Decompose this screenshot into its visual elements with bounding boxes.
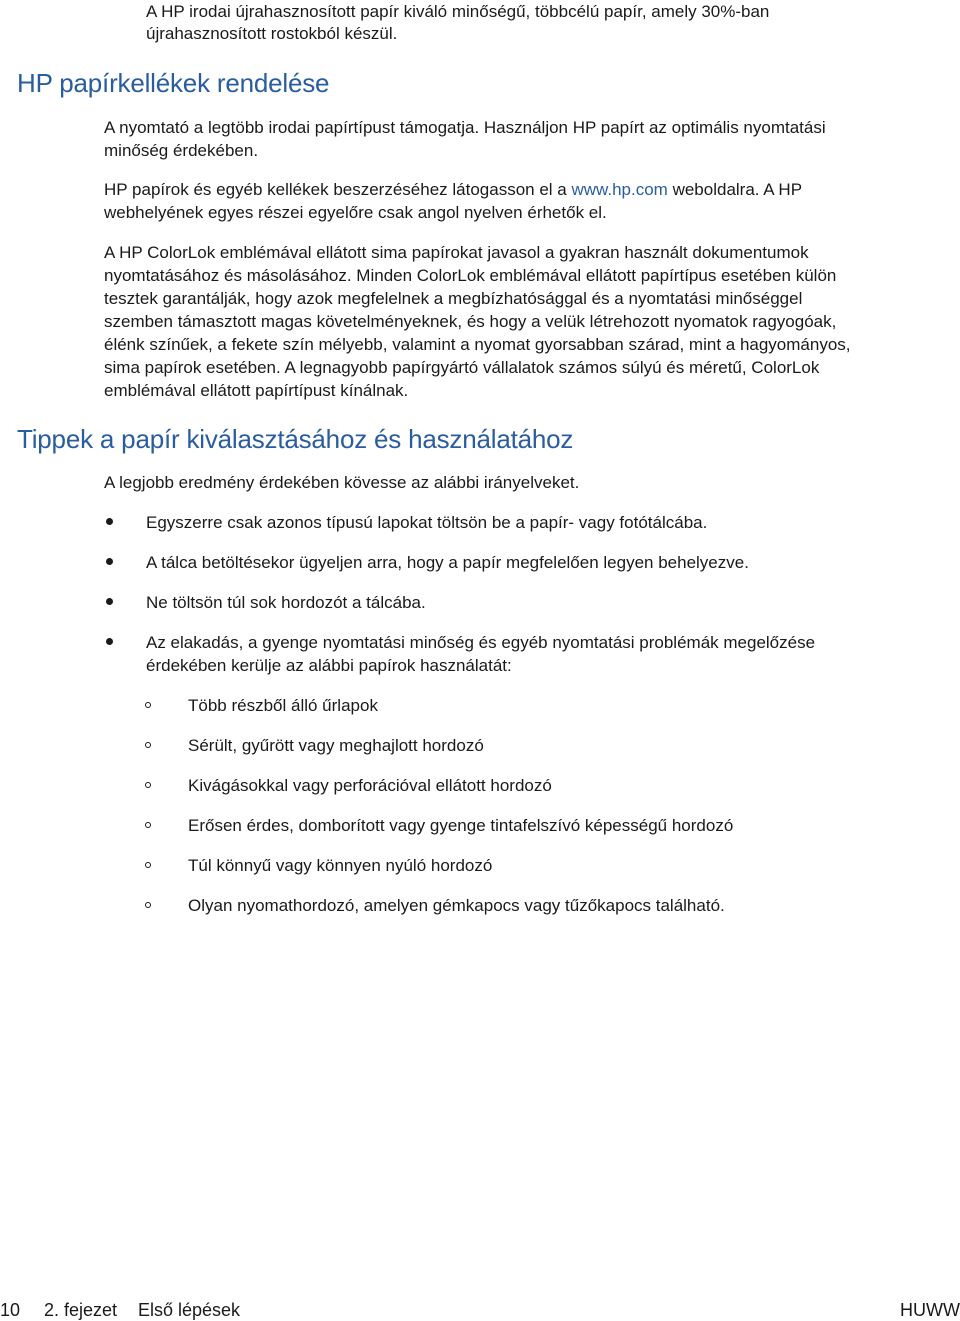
bullet-dot-icon [106, 518, 113, 525]
footer-locale: HUWW [900, 1300, 960, 1320]
colorlok-paragraph-line-4: szemben támasztott magas követelményeknek, és hogy a velük létrehozott nyomatok ragyogóak, [104, 312, 837, 331]
colorlok-paragraph-line-2: nyomtatásához és másolásához. Minden ColorLok emblémával ellátott papírtípus esetében külön [104, 266, 837, 285]
footer-page-number: 10 [0, 1300, 21, 1320]
bullet-dot-icon [106, 558, 113, 565]
sub-bullet-ring-icon [145, 702, 151, 708]
order-paragraph-2-text-before-link: HP papírok és egyéb kellékek beszerzéséhez látogasson el a [104, 180, 572, 199]
avoid-item-3: Kivágásokkal vagy perforációval ellátott hordozó [188, 776, 552, 795]
colorlok-paragraph-line-1: A HP ColorLok emblémával ellátott sima papírokat javasol a gyakran használt dokumentumok [104, 243, 809, 262]
sub-bullet-ring-icon [145, 782, 151, 788]
avoid-item-4: Erősen érdes, domborított vagy gyenge tintafelszívó képességű hordozó [188, 816, 734, 835]
tips-bullet-3: Ne töltsön túl sok hordozót a tálcába. [146, 593, 426, 612]
recycled-paper-line-1: A HP irodai újrahasznosított papír kiváló minőségű, többcélú papír, amely 30%-ban [146, 2, 770, 21]
bullet-dot-icon [106, 598, 113, 605]
footer-chapter: 2. fejezet [44, 1300, 118, 1320]
tips-bullet-1: Egyszerre csak azonos típusú lapokat töltsön be a papír- vagy fotótálcába. [146, 513, 708, 532]
order-paragraph-1-line-1: A nyomtató a legtöbb irodai papírtípust támogatja. Használjon HP papírt az optimális nyomtatási [104, 118, 826, 137]
footer-chapter-title: Első lépések [138, 1300, 241, 1320]
order-paragraph-2-line-2: webhelyének egyes részei egyelőre csak angol nyelven érhetők el. [104, 203, 607, 222]
recycled-paper-line-2: újrahasznosított rostokból készül. [146, 24, 398, 43]
tips-bullet-4-line-2: érdekében kerülje az alábbi papírok használatát: [146, 656, 512, 675]
colorlok-paragraph-line-3: tesztek garantálják, hogy azok megfelelnek a megbízhatósággal és a nyomtatási minőséggel [104, 289, 803, 308]
colorlok-paragraph-line-7: emblémával ellátott papírtípust kínálnak. [104, 381, 409, 400]
sub-bullet-ring-icon [145, 822, 151, 828]
sub-bullet-ring-icon [145, 742, 151, 748]
avoid-item-1: Több részből álló űrlapok [188, 696, 378, 715]
tips-intro: A legjobb eredmény érdekében kövesse az alábbi irányelveket. [104, 473, 580, 492]
colorlok-paragraph-line-6: sima papírok esetében. A legnagyobb papírgyártó vállalatok számos súlyú és méretű, ColorLok [104, 358, 820, 377]
colorlok-paragraph-line-5: élénk színűek, a fekete szín mélyebb, valamint a nyomat gyorsabban szárad, mint a hagyományos, [104, 335, 851, 354]
sub-bullet-ring-icon [145, 902, 151, 908]
avoid-item-2: Sérült, gyűrött vagy meghajlott hordozó [188, 736, 484, 755]
sub-bullet-ring-icon [145, 862, 151, 868]
avoid-item-5: Túl könnyű vagy könnyen nyúló hordozó [188, 856, 493, 875]
bullet-dot-icon [106, 638, 113, 645]
tips-bullet-2: A tálca betöltésekor ügyeljen arra, hogy a papír megfelelően legyen behelyezve. [146, 553, 749, 572]
order-paragraph-2-text-after-link: weboldalra. A HP [667, 180, 803, 199]
hp-website-link[interactable]: www.hp.com [571, 180, 668, 199]
tips-bullet-4-line-1: Az elakadás, a gyenge nyomtatási minőség és egyéb nyomtatási problémák megelőzése [146, 633, 816, 652]
order-paragraph-2-line-1 [104, 178, 802, 201]
avoid-item-6: Olyan nyomathordozó, amelyen gémkapocs vagy tűzőkapocs található. [188, 896, 725, 915]
section-heading-paper-tips: Tippek a papír kiválasztásához és használatához [17, 424, 574, 454]
section-heading-order-supplies: HP papírkellékek rendelése [17, 68, 330, 98]
order-paragraph-1-line-2: minőség érdekében. [104, 141, 259, 160]
